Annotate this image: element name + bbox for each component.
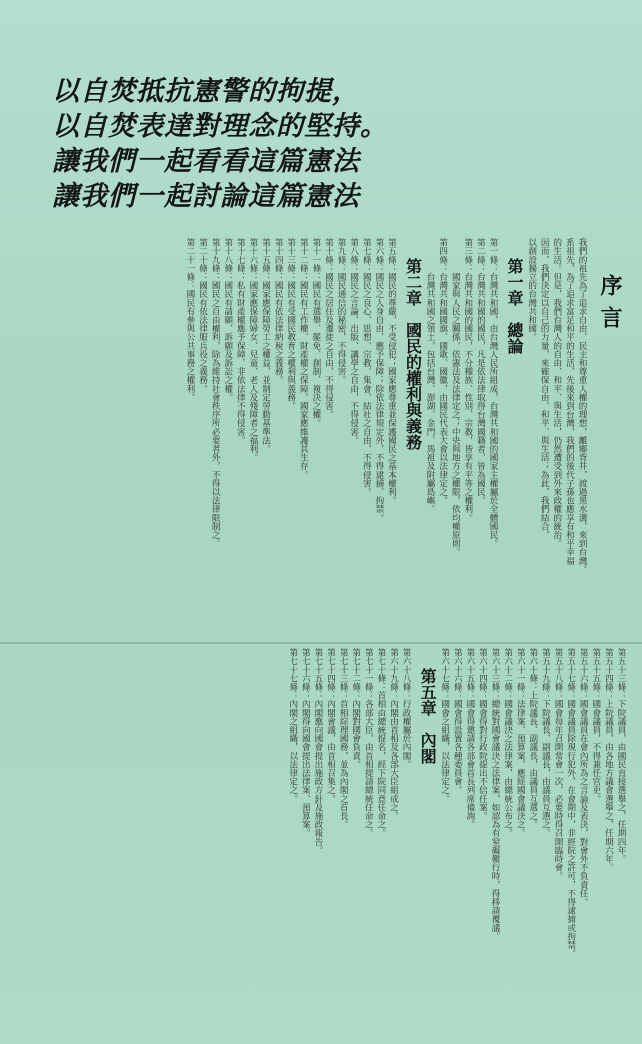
fold-line (0, 642, 642, 644)
article: 第三條：台灣共和國的國民，不分種族、性別、宗教，皆享有平等之權利。 (462, 238, 473, 522)
headline-line: 讓我們一起看看這篇憲法 (52, 146, 360, 177)
article: 第十條：國民之居住及遷徙之自由，不得侵害。 (323, 238, 334, 419)
article: 第六十九條：內閣由首相及各部大臣組成之。 (388, 648, 399, 820)
preface-title: 序言 (597, 274, 623, 338)
article: 第一條：台灣共和國，由台灣人民所組成，台灣共和國的國家主權屬於全體國民。 (488, 238, 499, 548)
chapter-5-title: 第五章 內閣 (418, 668, 438, 764)
article: 第五十四條：上院議員，由各地方議會選舉之，任期六年。 (603, 648, 614, 872)
article: 第七十條：首相由總統提名，經下院同意任命之。 (375, 648, 386, 838)
article: 第六十條：上院議長、副議長，由議員互選之。 (527, 648, 538, 829)
article: 第五十六條：國會議員在會內所為之言論及表決，對會外不負責任。 (578, 648, 589, 906)
article: 第五條：國民的尊嚴，不受侵犯；國家應尊重並保護國民之基本權利。 (386, 238, 397, 505)
article: 第十六條：國家應保障婦女、兒童、老人及殘障者之福利。 (247, 238, 258, 462)
article: 第八條：國民之言論、出版、講學之自由，不得侵害。 (348, 238, 359, 445)
preface-paragraph: 以創設獨立的台灣共和國。 (526, 238, 537, 342)
preface-paragraph: 我們的祖先為了追求自由、民主和尊重人權的理想，離鄉背井，渡過黑水溝，來到台灣。 (577, 238, 587, 574)
article: 第四條：台灣共和國國旗、國歌、國徽，由國民代表大會以法律定之。 (437, 238, 448, 505)
article: 第六十二條：國會議決之法律案，由總統公布之。 (502, 648, 513, 838)
article: 第二十一條：國民有參與公共事務之權利。 (184, 238, 195, 402)
headline-line: 以自焚抵抗憲警的拘提， (52, 76, 360, 107)
article: 第七十七條：內閣之組織，以法律定之。 (287, 648, 298, 803)
article: 第六十一條：法律案、預算案，應經國會議決之。 (515, 648, 526, 838)
article: 第六十六條：國會得設置各種委員會。 (452, 648, 463, 795)
article: 第十五條：國家應保障勞工之權益，並制定勞動基準法。 (260, 238, 271, 453)
article: 台灣共和國之領土，包括台灣、澎湖、金門、馬祖及附屬島嶼。 (425, 238, 436, 514)
article: 第十九條：國民之自由權利，除為維持社會秩序所必要者外，不得以法律限制之。 (210, 238, 221, 548)
article: 第十七條：私有財產權應予保障，非依法律不得侵害。 (235, 238, 246, 445)
headline-line: 讓我們一起討論這篇憲法 (52, 181, 360, 212)
article: 第五十五條：國會議員，不得兼任官吏。 (590, 648, 601, 803)
chapter-1-title: 第一章 總論 (505, 258, 525, 354)
article: 第六十四條：國會得對行政院提出不信任案。 (477, 648, 488, 820)
article: 第五十三條：下院議員，由國民直接選舉之，任期四年。 (616, 648, 626, 863)
preface-paragraph: 的生活。但是，我們台灣人的自由、和平、與生活，仍然遭受到外來政權的統治。 (551, 238, 562, 548)
article: 第十二條：國民有工作權、財產權之保障，國家應維護其生存。 (298, 238, 309, 479)
article: 第七十五條：內閣應向國會提出施政方針及施政報告。 (312, 648, 323, 855)
article: 第六十八條：行政權屬於內閣。 (401, 648, 412, 769)
article: 第二十條：國民有依法律服兵役之義務。 (197, 238, 208, 393)
article: 國家與人民之關係，依憲法及法律定之；中央與地方之權限，依均權原則。 (450, 238, 461, 557)
article: 第七十二條：內閣對國會負責。 (350, 648, 361, 769)
article: 第六十五條：國會得邀請各部會首長列席備詢。 (464, 648, 475, 829)
article: 第六十七條：國會之組織，以法律定之。 (439, 648, 450, 803)
article: 第十一條：國民有選舉、罷免、創制、複決之權。 (310, 238, 321, 428)
article: 第二條：台灣共和國的國民，凡是依法律取得台灣國籍者，皆為國民。 (475, 238, 486, 505)
article: 第五十八條：國會每年召開常會一次，必要時得召開臨時會。 (553, 648, 564, 881)
constitution-top-half (0, 238, 626, 638)
article: 第九條：國民通信的秘密，不得侵害。 (336, 238, 347, 385)
article: 第五十七條：國會議員除現行犯外，在會期中，非經院之許可，不得逮捕或拘禁。 (565, 648, 576, 958)
article: 第十三條：國民有受國民教育之權利與義務。 (285, 238, 296, 410)
preface-paragraph: 因而，我們決定以自己的力量，來確保自由、和平、與生活；為此，我們結合， (539, 238, 550, 539)
headline-line: 以自焚表達對理念的堅持。 (52, 111, 388, 142)
article: 第七十一條：各部大臣，由首相提請總統任命之。 (363, 648, 374, 838)
article: 第七十四條：內閣會議，由首相召集之。 (325, 648, 336, 803)
constitution-bottom-half (0, 648, 626, 1038)
headline (52, 74, 492, 214)
article: 第五十九條：下院議長、副議長，由議員互選之。 (540, 648, 551, 838)
chapter-2-title: 第二章 國民的權利與義務 (403, 258, 423, 450)
article: 第十四條：國民有依法律納稅之義務。 (273, 238, 284, 385)
preface-paragraph: 系祖先，為了追求富足和平的生活，先後來到台灣，我們的後代子孫也應享有和平幸福 (564, 238, 575, 565)
article: 第七十三條：首相綜理國務，並為內閣之首長。 (338, 648, 349, 829)
article: 第六十三條：總統對國會議決之法律案，如認為有窒礙難行時，得移請覆議。 (490, 648, 501, 941)
article: 第六條：國民之人身自由，應予保障；除依法律規定外，不得逮捕、拘禁。 (373, 238, 384, 522)
article: 第十八條：國民有請願、訴願及訴訟之權。 (222, 238, 233, 402)
article: 第七十六條：內閣得向國會提出法律案、預算案。 (300, 648, 311, 838)
article: 第七條：國民之良心、思想、宗教、集會、結社之自由，不得侵害。 (361, 238, 372, 496)
